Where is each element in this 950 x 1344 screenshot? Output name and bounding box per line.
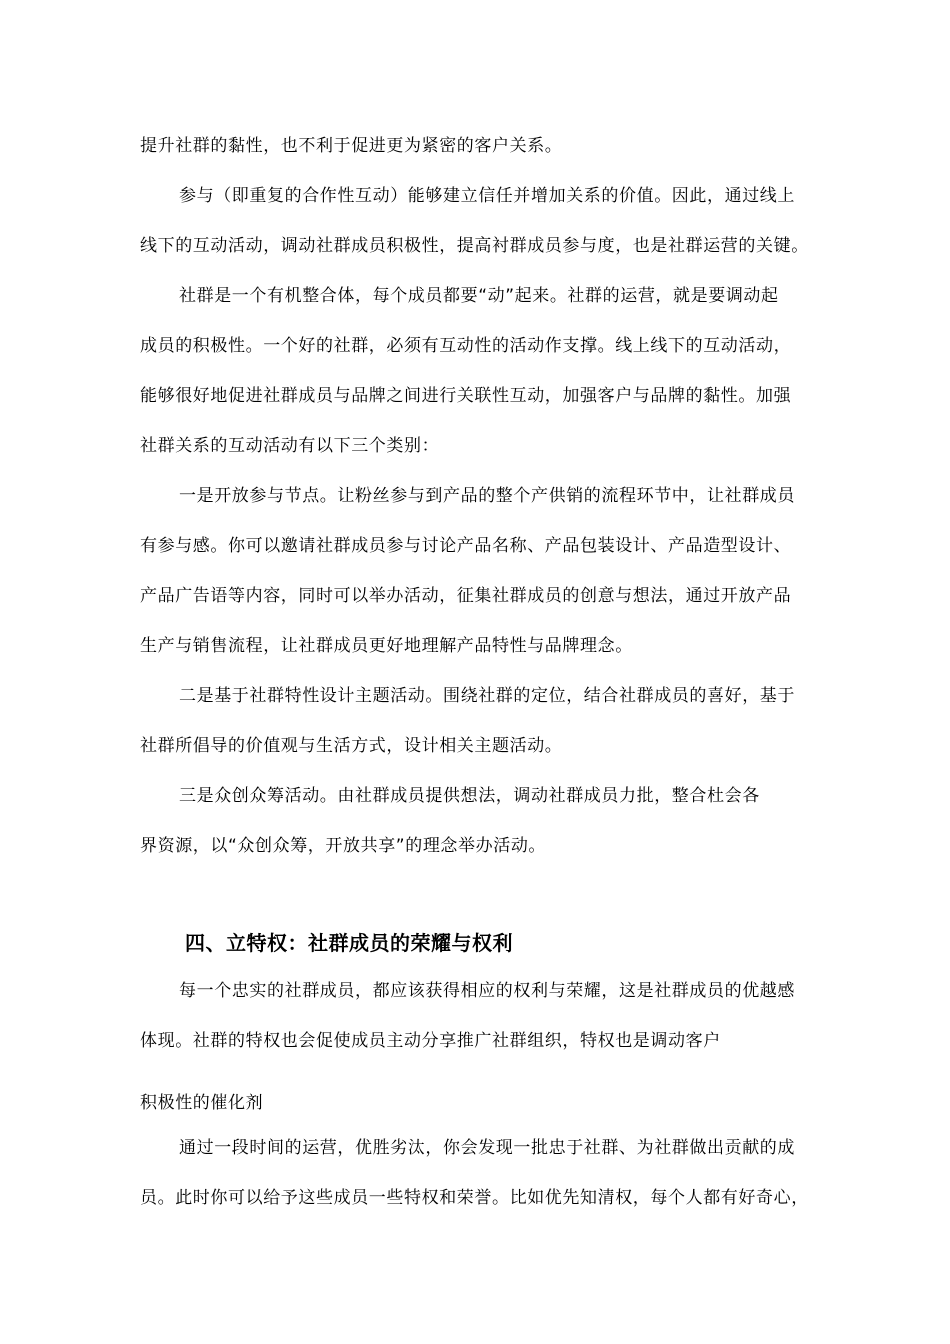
paragraph-line: 积极性的催化剂 — [140, 1093, 264, 1113]
paragraph-line: 每一个忠实的社群成员，都应该获得相应的权利与荣耀，这是社群成员的优越感 — [179, 981, 795, 1001]
paragraph-line: 线下的互动活动，调动社群成员积极性，提高衬群成员参与度，也是社群运营的关键。 — [140, 236, 809, 256]
paragraph-line: 有参与感。你可以邀请社群成员参与讨论产品名称、产品包装设计、产品造型设计、 — [140, 536, 792, 556]
paragraph-line: 生产与销售流程，让社群成员更好地理解产品特性与品牌理念。 — [140, 636, 633, 656]
paragraph-line: 二是基于社群特性设计主题活动。围绕社群的定位，结合社群成员的喜好，基于 — [179, 686, 795, 706]
paragraph-line: 三是众创众筹活动。由社群成员提供想法，调动社群成员力批，整合杜会各 — [179, 786, 760, 806]
paragraph-line: 产品广告语等内容，同时可以举办活动，征集社群成员的创意与想法，通过开放产品 — [140, 586, 792, 606]
section-heading: 四、立特权：社群成员的荣耀与权利 — [185, 931, 513, 955]
paragraph-line: 社群是一个有机整合体，每个成员都要“动”起来。社群的运营，就是要调动起 — [179, 286, 779, 306]
paragraph-line: 成员的积极性。一个好的社群，必须有互动性的活动作支撑。线上线下的互动活动， — [140, 336, 792, 356]
paragraph-line: 体现。社群的特权也会促使成员主动分享推广社群组织，特权也是调动客户 — [140, 1031, 721, 1051]
paragraph-line: 通过一段时间的运营，优胜劣汰，你会发现一批忠于社群、为社群做出贡献的成 — [179, 1138, 795, 1158]
paragraph-line: 社群关系的互动活动有以下三个类别： — [140, 436, 440, 456]
paragraph-line: 能够很好地促进社群成员与品牌之间进行关联性互动，加强客户与品牌的黏性。加强 — [140, 386, 792, 406]
paragraph-line: 社群所倡导的价值观与生活方式，设计相关主题活动。 — [140, 736, 563, 756]
paragraph-line: 一是开放参与节点。让粉丝参与到产品的整个产供销的流程环节中，让社群成员 — [179, 486, 795, 506]
paragraph-line: 员。此时你可以给予这些成员一些特权和荣誉。比如优先知清权，每个人都有好奇心， — [140, 1188, 809, 1208]
paragraph-line: 参与（即重复的合作性互动）能够建立信任并增加关系的价值。因此，通过线上 — [179, 186, 795, 206]
paragraph-line: 界资源，以“众创众筹，开放共享”的理念举办活动。 — [140, 836, 547, 856]
paragraph-line: 提升社群的黏性，也不利于促进更为紧密的客户关系。 — [140, 136, 563, 156]
